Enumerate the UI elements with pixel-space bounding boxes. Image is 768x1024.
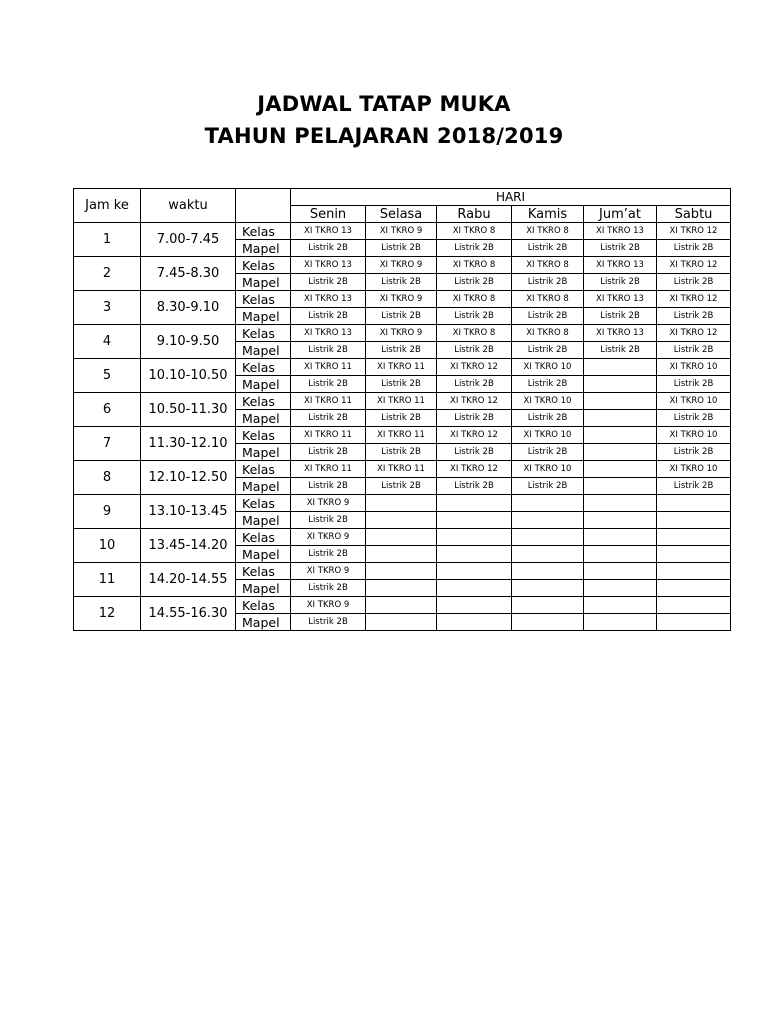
kelas-cell: XI TKRO 11 [366,427,437,444]
kelas-label: Kelas [236,461,291,478]
table-row [74,597,731,614]
kelas-cell: XI TKRO 8 [512,325,584,342]
kelas-cell: XI TKRO 9 [366,223,437,240]
mapel-label: Mapel [236,546,291,563]
kelas-cell: XI TKRO 13 [291,257,366,274]
kelas-cell: XI TKRO 9 [366,325,437,342]
kelas-cell [584,393,657,410]
jam-ke-cell: 3 [74,291,141,325]
kelas-cell [584,597,657,614]
mapel-cell: Listrik 2B [657,240,731,257]
jam-ke-cell: 5 [74,359,141,393]
kelas-cell: XI TKRO 8 [437,257,512,274]
mapel-cell [657,546,731,563]
mapel-cell [584,546,657,563]
kelas-cell: XI TKRO 10 [657,461,731,478]
waktu-cell: 14.20-14.55 [141,563,236,597]
table-row [74,223,731,240]
mapel-cell: Listrik 2B [291,614,366,631]
kelas-label: Kelas [236,563,291,580]
mapel-cell: Listrik 2B [291,376,366,393]
mapel-cell [512,614,584,631]
mapel-cell [584,376,657,393]
kelas-cell: XI TKRO 10 [512,359,584,376]
table-row [74,291,731,308]
kelas-cell: XI TKRO 10 [657,393,731,410]
header-jam-ke: Jam ke [74,189,141,223]
header-blank [236,189,291,223]
kelas-label: Kelas [236,325,291,342]
mapel-cell: Listrik 2B [437,376,512,393]
table-row [74,325,731,342]
kelas-cell [437,563,512,580]
mapel-cell [657,614,731,631]
mapel-cell: Listrik 2B [657,342,731,359]
mapel-cell: Listrik 2B [512,308,584,325]
mapel-label: Mapel [236,274,291,291]
kelas-cell: XI TKRO 13 [584,291,657,308]
mapel-cell [584,580,657,597]
mapel-cell [584,614,657,631]
header-day-sabtu: Sabtu [657,206,731,223]
table-row [74,427,731,444]
table-row [74,563,731,580]
kelas-cell [584,495,657,512]
kelas-cell: XI TKRO 10 [512,393,584,410]
mapel-cell: Listrik 2B [657,410,731,427]
mapel-label: Mapel [236,580,291,597]
title-line-2: TAHUN PELAJARAN 2018/2019 [204,124,564,148]
kelas-cell [584,461,657,478]
kelas-cell: XI TKRO 12 [657,257,731,274]
waktu-cell: 13.10-13.45 [141,495,236,529]
kelas-cell: XI TKRO 12 [657,223,731,240]
kelas-label: Kelas [236,291,291,308]
mapel-cell: Listrik 2B [291,478,366,495]
mapel-cell [366,512,437,529]
header-day-senin: Senin [291,206,366,223]
kelas-cell: XI TKRO 12 [437,461,512,478]
schedule-body [74,223,731,631]
kelas-cell: XI TKRO 12 [657,291,731,308]
mapel-cell: Listrik 2B [657,444,731,461]
mapel-cell [437,546,512,563]
kelas-cell: XI TKRO 8 [437,325,512,342]
mapel-cell: Listrik 2B [366,478,437,495]
header-waktu: waktu [141,189,236,223]
table-row [74,393,731,410]
jam-ke-cell: 11 [74,563,141,597]
kelas-cell: XI TKRO 10 [512,461,584,478]
waktu-cell: 14.55-16.30 [141,597,236,631]
kelas-cell [437,529,512,546]
mapel-cell: Listrik 2B [437,478,512,495]
jam-ke-cell: 2 [74,257,141,291]
kelas-label: Kelas [236,393,291,410]
kelas-cell: XI TKRO 11 [366,461,437,478]
kelas-cell [366,529,437,546]
waktu-cell: 11.30-12.10 [141,427,236,461]
kelas-cell: XI TKRO 12 [437,359,512,376]
mapel-cell [657,580,731,597]
mapel-cell [437,512,512,529]
kelas-cell [584,529,657,546]
kelas-cell: XI TKRO 11 [366,359,437,376]
mapel-cell: Listrik 2B [291,274,366,291]
kelas-cell [512,495,584,512]
waktu-cell: 9.10-9.50 [141,325,236,359]
mapel-cell: Listrik 2B [437,308,512,325]
mapel-cell: Listrik 2B [291,410,366,427]
waktu-cell: 12.10-12.50 [141,461,236,495]
jam-ke-cell: 7 [74,427,141,461]
mapel-cell: Listrik 2B [584,342,657,359]
mapel-cell: Listrik 2B [366,444,437,461]
kelas-cell [512,597,584,614]
mapel-cell: Listrik 2B [366,376,437,393]
mapel-cell: Listrik 2B [291,580,366,597]
mapel-label: Mapel [236,342,291,359]
mapel-cell: Listrik 2B [291,546,366,563]
mapel-label: Mapel [236,240,291,257]
header-hari: HARI [291,189,731,206]
kelas-cell: XI TKRO 11 [291,427,366,444]
mapel-cell: Listrik 2B [366,308,437,325]
kelas-cell: XI TKRO 13 [584,325,657,342]
kelas-cell: XI TKRO 10 [512,427,584,444]
mapel-cell: Listrik 2B [584,274,657,291]
kelas-cell [512,563,584,580]
jam-ke-cell: 8 [74,461,141,495]
kelas-cell: XI TKRO 9 [291,529,366,546]
mapel-label: Mapel [236,614,291,631]
mapel-cell: Listrik 2B [512,274,584,291]
schedule-table [73,188,731,631]
mapel-cell: Listrik 2B [291,308,366,325]
waktu-cell: 8.30-9.10 [141,291,236,325]
kelas-label: Kelas [236,495,291,512]
jam-ke-cell: 1 [74,223,141,257]
mapel-label: Mapel [236,478,291,495]
kelas-cell: XI TKRO 9 [291,495,366,512]
mapel-cell: Listrik 2B [291,240,366,257]
mapel-cell: Listrik 2B [512,444,584,461]
kelas-cell [366,563,437,580]
kelas-cell: XI TKRO 8 [512,257,584,274]
mapel-cell: Listrik 2B [437,240,512,257]
kelas-label: Kelas [236,529,291,546]
kelas-cell: XI TKRO 9 [291,597,366,614]
kelas-cell: XI TKRO 13 [291,291,366,308]
mapel-cell: Listrik 2B [366,342,437,359]
mapel-cell: Listrik 2B [657,308,731,325]
kelas-cell [366,597,437,614]
mapel-cell: Listrik 2B [437,274,512,291]
kelas-cell [437,495,512,512]
waktu-cell: 10.50-11.30 [141,393,236,427]
mapel-cell [366,614,437,631]
kelas-cell: XI TKRO 11 [366,393,437,410]
kelas-cell: XI TKRO 10 [657,359,731,376]
title-line-1: JADWAL TATAP MUKA [257,92,511,116]
kelas-cell: XI TKRO 11 [291,461,366,478]
mapel-cell: Listrik 2B [512,478,584,495]
jam-ke-cell: 10 [74,529,141,563]
kelas-cell: XI TKRO 9 [366,291,437,308]
mapel-cell [512,580,584,597]
table-row [74,359,731,376]
header-day-kamis: Kamis [512,206,584,223]
kelas-cell [584,427,657,444]
kelas-cell: XI TKRO 8 [512,291,584,308]
jam-ke-cell: 6 [74,393,141,427]
kelas-label: Kelas [236,359,291,376]
kelas-cell: XI TKRO 8 [437,291,512,308]
mapel-cell: Listrik 2B [437,410,512,427]
jam-ke-cell: 12 [74,597,141,631]
jam-ke-cell: 9 [74,495,141,529]
mapel-cell: Listrik 2B [512,410,584,427]
kelas-label: Kelas [236,223,291,240]
kelas-cell [657,529,731,546]
waktu-cell: 10.10-10.50 [141,359,236,393]
kelas-cell: XI TKRO 9 [291,563,366,580]
kelas-cell [657,563,731,580]
kelas-cell [366,495,437,512]
mapel-label: Mapel [236,444,291,461]
kelas-cell: XI TKRO 8 [437,223,512,240]
mapel-cell [584,444,657,461]
kelas-cell: XI TKRO 12 [437,393,512,410]
kelas-cell: XI TKRO 13 [291,223,366,240]
kelas-cell [584,563,657,580]
header-day-jumat: Jum’at [584,206,657,223]
kelas-cell: XI TKRO 12 [437,427,512,444]
kelas-cell: XI TKRO 10 [657,427,731,444]
kelas-cell [657,495,731,512]
waktu-cell: 7.45-8.30 [141,257,236,291]
mapel-label: Mapel [236,376,291,393]
header-day-selasa: Selasa [366,206,437,223]
mapel-cell: Listrik 2B [291,444,366,461]
mapel-cell: Listrik 2B [512,376,584,393]
kelas-cell: XI TKRO 12 [657,325,731,342]
jam-ke-cell: 4 [74,325,141,359]
mapel-cell: Listrik 2B [437,444,512,461]
mapel-cell [512,546,584,563]
mapel-cell: Listrik 2B [512,240,584,257]
waktu-cell: 13.45-14.20 [141,529,236,563]
kelas-cell [437,597,512,614]
document-title [0,88,768,152]
mapel-cell [584,478,657,495]
table-row [74,257,731,274]
mapel-cell [657,512,731,529]
kelas-cell: XI TKRO 13 [291,325,366,342]
kelas-cell: XI TKRO 11 [291,359,366,376]
table-row [74,461,731,478]
mapel-cell [437,614,512,631]
mapel-cell: Listrik 2B [291,342,366,359]
mapel-cell: Listrik 2B [584,308,657,325]
header-day-rabu: Rabu [437,206,512,223]
mapel-cell: Listrik 2B [366,274,437,291]
mapel-cell [366,580,437,597]
mapel-cell: Listrik 2B [584,240,657,257]
kelas-cell: XI TKRO 13 [584,223,657,240]
kelas-cell [584,359,657,376]
mapel-cell: Listrik 2B [366,240,437,257]
mapel-cell [437,580,512,597]
kelas-cell: XI TKRO 9 [366,257,437,274]
mapel-label: Mapel [236,512,291,529]
mapel-cell [366,546,437,563]
kelas-cell: XI TKRO 13 [584,257,657,274]
mapel-cell: Listrik 2B [657,478,731,495]
kelas-label: Kelas [236,257,291,274]
mapel-cell: Listrik 2B [437,342,512,359]
kelas-cell: XI TKRO 8 [512,223,584,240]
mapel-cell: Listrik 2B [657,376,731,393]
kelas-cell [512,529,584,546]
table-row [74,495,731,512]
kelas-cell [657,597,731,614]
mapel-cell: Listrik 2B [512,342,584,359]
kelas-label: Kelas [236,427,291,444]
mapel-label: Mapel [236,308,291,325]
kelas-label: Kelas [236,597,291,614]
kelas-cell: XI TKRO 11 [291,393,366,410]
mapel-label: Mapel [236,410,291,427]
mapel-cell: Listrik 2B [291,512,366,529]
mapel-cell: Listrik 2B [366,410,437,427]
mapel-cell [584,512,657,529]
table-row [74,529,731,546]
mapel-cell [584,410,657,427]
waktu-cell: 7.00-7.45 [141,223,236,257]
mapel-cell: Listrik 2B [657,274,731,291]
mapel-cell [512,512,584,529]
